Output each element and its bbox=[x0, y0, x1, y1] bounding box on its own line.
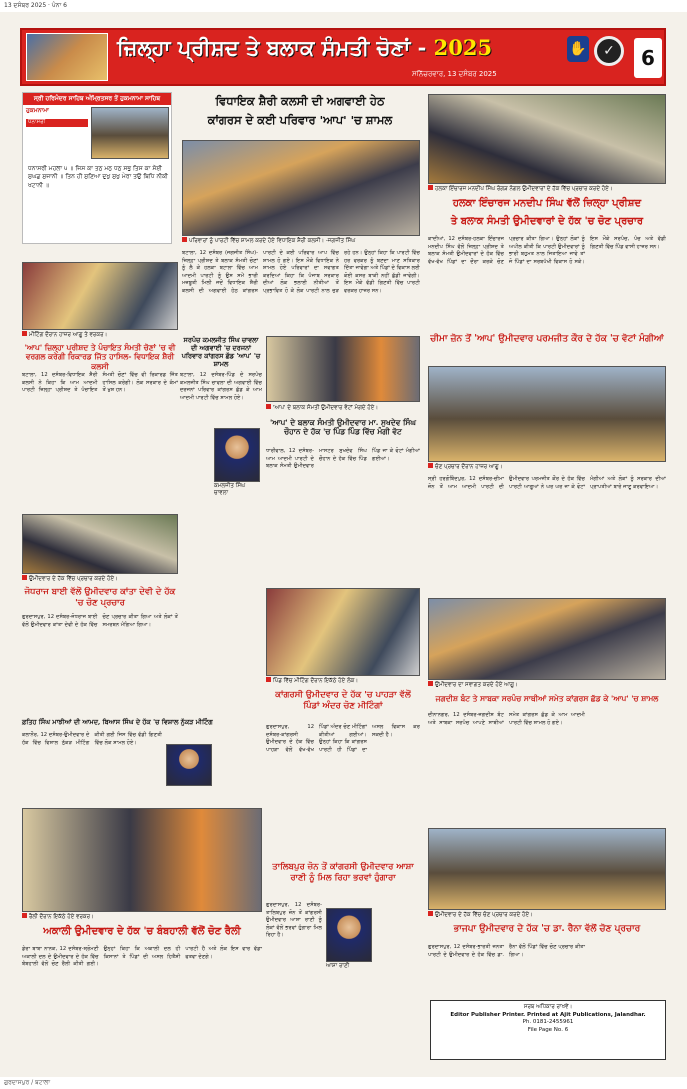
hukamnama-title: ਸ੍ਰੀ ਹਰਿਮੰਦਰ ਸਾਹਿਬ ਅੰਮ੍ਰਿਤਸਰ ਤੋਂ ਹੁਕਮਨਾਮਾ ਸਾਹਿਬ bbox=[23, 93, 171, 105]
a13-headline: ਭਾਜਪਾ ਉਮੀਦਵਾਰ ਦੇ ਹੱਕ 'ਚ ਡਾ. ਰੈਨਾ ਵੱਲੋਂ ਚੋਣ ਪ੍ਰਚਾਰ bbox=[453, 924, 641, 934]
a11-photo bbox=[22, 808, 262, 912]
a5-headline: 'ਆਪ' ਦੇ ਬਲਾਕ ਸੰਮਤੀ ਉਮੀਦਵਾਰ ਮਾ. ਸੁਖਦੇਵ ਸਿੰਘ ਚੌਹਾਨ ਦੇ ਹੱਕ 'ਚ ਪਿੰਡ ਪਿੰਡ ਵਿੱਚ ਮੰਗੀ ਵੋਟ bbox=[270, 418, 416, 437]
masthead bbox=[20, 28, 666, 86]
a6-headline: ਚੀਮਾ ਜ਼ੋਨ ਤੋਂ 'ਆਪ' ਉਮੀਦਵਾਰ ਪਰਮਜੀਤ ਕੌਰ ਦੇ ਹੱਕ 'ਚ ਵੋਟਾਂ ਮੰਗੀਆਂ bbox=[430, 334, 664, 344]
a11-headline: ਅਕਾਲੀ ਉਮੀਦਵਾਰ ਦੇ ਹੱਕ 'ਚ ਬੰਬਹਾਲੀ ਵੱਲੋਂ ਚੋਣ ਰੈਲੀ bbox=[43, 926, 241, 937]
hukamnama-sub: ਧਨਾਸਰੀ bbox=[26, 119, 88, 127]
bottom-strip: ਗੁਰਦਾਸਪੁਰ / ਬਟਾਲਾ bbox=[0, 1077, 687, 1089]
a10-headline: ਫ਼ਤਿਹ ਸਿੰਘ ਮਾਝੀਆਂ ਦੀ ਆਮਦ, ਬਿਆਸ ਸਿੰਘ ਦੇ ਹੱਕ 'ਚ ਵਿਸ਼ਾਲ ਨੁੱਕੜ ਮੀਟਿੰਗ bbox=[22, 718, 213, 726]
print-info-strip: 13 ਦਸੰਬਰ 2025 · ਪੰਨਾ 6 bbox=[0, 0, 687, 12]
a5-caption: 'ਆਪ' ਦੇ ਬਲਾਕ ਸੰਮਤੀ ਉਮੀਦਵਾਰ ਵੋਟਾਂ ਮੰਗਦੇ ਹੋਏ। bbox=[266, 404, 420, 414]
hukamnama-label: ਹੁਕਮਨਾਮਾ bbox=[26, 107, 49, 114]
ballot-icon: ✓ bbox=[594, 36, 624, 66]
a2-headline-2: ਤੇ ਬਲਾਕ ਸੰਮਤੀ ਉਮੀਦਵਾਰਾਂ ਦੇ ਹੱਕ 'ਚ ਚੋਣ ਪ੍ਰਚਾਰ bbox=[450, 216, 644, 227]
a9-caption: ਉਮੀਦਵਾਰ ਦਾ ਸਵਾਗਤ ਕਰਦੇ ਹੋਏ ਆਗੂ। bbox=[428, 681, 666, 691]
a1-photo bbox=[182, 140, 420, 236]
a11-caption: ਰੈਲੀ ਦੌਰਾਨ ਇਕੱਠੇ ਹੋਏ ਵਰਕਰ। bbox=[22, 913, 262, 923]
a12-portrait-caption: ਆਸ਼ਾ ਰਾਣੀ bbox=[326, 963, 372, 971]
imprint-file-page: File Page No. 6 bbox=[527, 1027, 569, 1034]
a8-caption: ਪਿੰਡ ਵਿੱਚ ਮੀਟਿੰਗ ਦੌਰਾਨ ਇਕੱਠੇ ਹੋਏ ਲੋਕ। bbox=[266, 677, 420, 687]
a3-body: ਬਟਾਲਾ, 12 ਦਸੰਬਰ-ਵਿਧਾਇਕ ਸ਼ੈਰੀ ਕਲਸੀ ਨੇ ਕਿਹਾ ਕਿ ਆਮ ਆਦਮੀ ਪਾਰਟੀ ਜ਼ਿਲ੍ਹਾ ਪ੍ਰੀਸ਼ਦ ਤੇ ਪੰਚਾਇਤ ਸੰਮਤੀ ਚੋਣਾਂ ਵਿੱਚ ਵੀ ਰਿਕਾਰਡ ਜਿੱਤ ਹਾਸਿਲ ਕਰੇਗੀ। ਲੋਕ ਸਰਕਾਰ ਦੇ ਕੰਮਾਂ ਤੋਂ ਖੁਸ਼ ਹਨ। bbox=[22, 372, 178, 394]
a13-body: ਗੁਰਦਾਸਪੁਰ, 12 ਦਸੰਬਰ-ਭਾਰਤੀ ਜਨਤਾ ਪਾਰਟੀ ਦੇ ਉਮੀਦਵਾਰ ਦੇ ਹੱਕ ਵਿੱਚ ਡਾ. ਰੈਨਾ ਵੱਲੋਂ ਪਿੰਡਾਂ ਵਿੱਚ ਚੋਣ ਪ੍ਰਚਾਰ ਕੀਤਾ ਗਿਆ। bbox=[428, 944, 585, 958]
a9-headline: ਜਗਦੀਸ਼ ਬੰਟ ਤੇ ਸਾਬਕਾ ਸਰਪੰਚ ਸਾਥੀਆਂ ਸਮੇਤ ਕਾਂਗਰਸ ਛੱਡ ਕੇ 'ਆਪ' 'ਚ ਸ਼ਾਮਲ bbox=[435, 694, 659, 703]
a3-photo bbox=[22, 262, 178, 330]
page-number: 6 bbox=[634, 38, 662, 78]
imprint-line-2: Editor Publisher Printer. Printed at Ajit Publications, Jalandhar. bbox=[450, 1011, 646, 1018]
a10-portrait bbox=[166, 744, 212, 786]
party-symbol-icon: ✋ bbox=[567, 36, 589, 62]
a6-photo bbox=[428, 366, 666, 462]
a6-body: ਸ੍ਰੀ ਹਰਗੋਬਿੰਦਪੁਰ, 12 ਦਸੰਬਰ-ਚੀਮਾ ਜ਼ੋਨ ਤੋਂ ਆਮ ਆਦਮੀ ਪਾਰਟੀ ਦੀ ਉਮੀਦਵਾਰ ਪਰਮਜੀਤ ਕੌਰ ਦੇ ਹੱਕ ਵਿੱਚ ਪਾਰਟੀ ਆਗੂਆਂ ਨੇ ਘਰ ਘਰ ਜਾ ਕੇ ਵੋਟਾਂ ਮੰਗੀਆਂ ਅਤੇ ਲੋਕਾਂ ਨੂੰ ਸਰਕਾਰ ਦੀਆਂ ਪ੍ਰਾਪਤੀਆਂ ਬਾਰੇ ਜਾਣੂ ਕਰਵਾਇਆ। bbox=[428, 476, 666, 490]
a7-body: ਗੁਰਦਾਸਪੁਰ, 12 ਦਸੰਬਰ-ਜੋਧਰਾਜ ਬਾਈ ਵੱਲੋਂ ਉਮੀਦਵਾਰ ਕਾਂਤਾ ਦੇਵੀ ਦੇ ਹੱਕ ਵਿੱਚ ਚੋਣ ਪ੍ਰਚਾਰ ਕੀਤਾ ਗਿਆ ਅਤੇ ਲੋਕਾਂ ਤੋਂ ਸਮਰਥਨ ਮੰਗਿਆ ਗਿਆ। bbox=[22, 614, 178, 628]
a12-portrait bbox=[326, 908, 372, 962]
a9-photo bbox=[428, 598, 666, 680]
a2-headline-1: ਹਲਕਾ ਇੰਚਾਰਜ ਮਨਦੀਪ ਸਿੰਘ ਵੱਲੋਂ ਜ਼ਿਲ੍ਹਾ ਪ੍ਰੀਸ਼ਦ bbox=[452, 198, 642, 209]
a9-body: ਦੀਨਾਨਗਰ, 12 ਦਸੰਬਰ-ਜਗਦੀਸ਼ ਬੰਟ ਅਤੇ ਸਾਬਕਾ ਸਰਪੰਚ ਆਪਣੇ ਸਾਥੀਆਂ ਸਮੇਤ ਕਾਂਗਰਸ ਛੱਡ ਕੇ ਆਮ ਆਦਮੀ ਪਾਰਟੀ ਵਿੱਚ ਸ਼ਾਮਲ ਹੋ ਗਏ। bbox=[428, 712, 585, 726]
a1-headline-2: ਕਾਂਗਰਸ ਦੇ ਕਈ ਪਰਿਵਾਰ 'ਆਪ' 'ਚ ਸ਼ਾਮਲ bbox=[207, 113, 393, 127]
a3-headline: 'ਆਪ' ਜ਼ਿਲ੍ਹਾ ਪ੍ਰੀਸ਼ਦ ਤੇ ਪੰਚਾਇਤ ਸੰਮਤੀ ਚੋਣਾਂ 'ਚ ਵੀ ਵਰਗਲ ਕਰੇਗੀ ਰਿਕਾਰਡ ਜਿੱਤ ਹਾਸਿਲ- ਵਿਧਾਇਕ ਸ਼ੈਰੀ ਕਲਸੀ bbox=[24, 343, 176, 371]
a5-photo bbox=[266, 336, 420, 402]
a1-headline-1: ਵਿਧਾਇਕ ਸ਼ੈਰੀ ਕਲਸੀ ਦੀ ਅਗਵਾਈ ਹੇਠ bbox=[215, 94, 385, 108]
a2-caption: ਹਲਕਾ ਇੰਚਾਰਜ ਮਨਦੀਪ ਸਿੰਘ ਰੰਗੜ ਨੰਗਲ ਉਮੀਦਵਾਰਾਂ ਦੇ ਹੱਕ ਵਿੱਚ ਪ੍ਰਚਾਰ ਕਰਦੇ ਹੋਏ। bbox=[428, 185, 666, 195]
a11-body: ਡੇਰਾ ਬਾਬਾ ਨਾਨਕ, 12 ਦਸੰਬਰ-ਸ਼੍ਰੋਮਣੀ ਅਕਾਲੀ ਦਲ ਦੇ ਉਮੀਦਵਾਰ ਦੇ ਹੱਕ ਵਿੱਚ ਬੰਬਹਾਲੀ ਵੱਲੋਂ ਚੋਣ ਰੈਲੀ ਕੀਤੀ ਗਈ। ਉਨ੍ਹਾਂ ਕਿਹਾ ਕਿ ਅਕਾਲੀ ਦਲ ਹੀ ਕਿਸਾਨਾਂ ਤੇ ਪਿੰਡਾਂ ਦੀ ਅਸਲ ਹਿਤੈਸ਼ੀ ਪਾਰਟੀ ਹੈ ਅਤੇ ਲੋਕ ਇਸ ਵਾਰ ਵੱਡਾ ਫਤਵਾ ਦੇਣਗੇ। bbox=[22, 946, 262, 968]
a2-photo bbox=[428, 94, 666, 184]
a10-body: ਕਲਾਨੌਰ, 12 ਦਸੰਬਰ-ਉਮੀਦਵਾਰ ਦੇ ਹੱਕ ਵਿੱਚ ਵਿਸ਼ਾਲ ਨੁੱਕੜ ਮੀਟਿੰਗ ਕੀਤੀ ਗਈ ਜਿਸ ਵਿੱਚ ਵੱਡੀ ਗਿਣਤੀ ਵਿੱਚ ਲੋਕ ਸ਼ਾਮਲ ਹੋਏ। bbox=[22, 732, 162, 746]
a12-body: ਗੁਰਦਾਸਪੁਰ, 12 ਦਸੰਬਰ-ਤਾਲਿਬਪੁਰ ਜ਼ੋਨ ਤੋਂ ਕਾਂਗਰਸੀ ਉਮੀਦਵਾਰ ਆਸ਼ਾ ਰਾਣੀ ਨੂੰ ਲੋਕਾਂ ਵੱਲੋਂ ਭਰਵਾਂ ਹੁੰਗਾਰਾ ਮਿਲ ਰਿਹਾ ਹੈ। bbox=[266, 902, 322, 939]
a7-photo bbox=[22, 514, 178, 574]
a6-caption: ਚੋਣ ਪ੍ਰਚਾਰ ਦੌਰਾਨ ਹਾਜ਼ਰ ਆਗੂ। bbox=[428, 463, 666, 473]
a4-body: ਬਟਾਲਾ, 12 ਦਸੰਬਰ-ਪਿੰਡ ਦੇ ਸਰਪੰਚ ਕਮਲਜੀਤ ਸਿੰਘ ਚਾਵਲਾ ਦੀ ਅਗਵਾਈ ਵਿੱਚ ਦਰਜਨਾਂ ਪਰਿਵਾਰ ਕਾਂਗਰਸ ਛੱਡ ਕੇ ਆਮ ਆਦਮੀ ਪਾਰਟੀ ਵਿੱਚ ਸ਼ਾਮਲ ਹੋਏ। bbox=[180, 372, 262, 401]
a1-body: ਬਟਾਲਾ, 12 ਦਸੰਬਰ (ਜਗਜੀਤ ਸਿੰਘ)-ਜ਼ਿਲ੍ਹਾ ਪ੍ਰੀਸ਼ਦ ਤੇ ਬਲਾਕ ਸੰਮਤੀ ਚੋਣਾਂ ਨੂੰ ਲੈ ਕੇ ਹਲਕਾ ਬਟਾਲਾ ਵਿੱਚ ਆਮ ਆਦਮੀ ਪਾਰਟੀ ਨੂੰ ਉਸ ਸਮੇਂ ਭਾਰੀ ਮਜ਼ਬੂਤੀ ਮਿਲੀ ਜਦੋਂ ਵਿਧਾਇਕ ਸ਼ੈਰੀ ਕਲਸੀ ਦੀ ਅਗਵਾਈ ਹੇਠ ਕਾਂਗਰਸ ਪਾਰਟੀ ਦੇ ਕਈ ਪਰਿਵਾਰ ਆਪ ਵਿੱਚ ਸ਼ਾਮਲ ਹੋ ਗਏ। ਇਸ ਮੌਕੇ ਵਿਧਾਇਕ ਨੇ ਸ਼ਾਮਲ ਹੋਏ ਪਰਿਵਾਰਾਂ ਦਾ ਸਵਾਗਤ ਕਰਦਿਆਂ ਕਿਹਾ ਕਿ ਪੰਜਾਬ ਸਰਕਾਰ ਦੀਆਂ ਲੋਕ ਭਲਾਈ ਨੀਤੀਆਂ ਤੋਂ ਪ੍ਰਭਾਵਿਤ ਹੋ ਕੇ ਲੋਕ ਪਾਰਟੀ ਨਾਲ ਜੁੜ ਰਹੇ ਹਨ। ਉਨ੍ਹਾਂ ਕਿਹਾ ਕਿ ਪਾਰਟੀ ਵਿੱਚ ਹਰ ਵਰਕਰ ਨੂੰ ਬਣਦਾ ਮਾਣ ਸਤਿਕਾਰ ਦਿੱਤਾ ਜਾਵੇਗਾ ਅਤੇ ਪਿੰਡਾਂ ਦੇ ਵਿਕਾਸ ਲਈ ਕੋਈ ਕਸਰ ਬਾਕੀ ਨਹੀਂ ਛੱਡੀ ਜਾਵੇਗੀ। ਇਸ ਮੌਕੇ ਵੱਡੀ ਗਿਣਤੀ ਵਿੱਚ ਪਾਰਟੀ ਵਰਕਰ ਹਾਜ਼ਰ ਸਨ। bbox=[182, 250, 420, 294]
masthead-photo bbox=[26, 33, 108, 81]
golden-temple-photo bbox=[91, 107, 169, 159]
imprint-phone: Ph. 0181-2455961 bbox=[522, 1019, 574, 1026]
a5-body: ਧਾਰੀਵਾਲ, 12 ਦਸੰਬਰ-ਆਮ ਆਦਮੀ ਪਾਰਟੀ ਦੇ ਬਲਾਕ ਸੰਮਤੀ ਉਮੀਦਵਾਰ ਮਾਸਟਰ ਸੁਖਦੇਵ ਸਿੰਘ ਚੌਹਾਨ ਦੇ ਹੱਕ ਵਿੱਚ ਪਿੰਡ ਪਿੰਡ ਜਾ ਕੇ ਵੋਟਾਂ ਮੰਗੀਆਂ ਗਈਆਂ। bbox=[266, 448, 420, 470]
a7-caption: ਉਮੀਦਵਾਰ ਦੇ ਹੱਕ ਵਿੱਚ ਪ੍ਰਚਾਰ ਕਰਦੇ ਹੋਏ। bbox=[22, 575, 178, 585]
date-line: ਸਨਿੱਚਰਵਾਰ, 13 ਦਸੰਬਰ 2025 bbox=[412, 70, 497, 78]
a7-headline: ਜੋਧਰਾਜ ਬਾਈ ਵੱਲੋਂ ਉਮੀਦਵਾਰ ਕਾਂਤਾ ਦੇਵੀ ਦੇ ਹੱਕ 'ਚ ਚੋਣ ਪ੍ਰਚਾਰ bbox=[24, 587, 176, 608]
a13-caption: ਉਮੀਦਵਾਰ ਦੇ ਹੱਕ ਵਿੱਚ ਚੋਣ ਪ੍ਰਚਾਰ ਕਰਦੇ ਹੋਏ। bbox=[428, 911, 666, 921]
a4-portrait-caption: ਕਮਲਜੀਤ ਸਿੰਘ ਚਾਵਲਾ bbox=[214, 483, 260, 491]
a13-photo bbox=[428, 828, 666, 910]
a8-photo bbox=[266, 588, 420, 676]
imprint-line-1: ਸਰਬ ਅਧਿਕਾਰ ਰਾਖਵੇਂ। bbox=[523, 1004, 573, 1010]
imprint-box bbox=[430, 1000, 666, 1060]
a8-body: ਗੁਰਦਾਸਪੁਰ, 12 ਦਸੰਬਰ-ਕਾਂਗਰਸੀ ਉਮੀਦਵਾਰ ਦੇ ਹੱਕ ਵਿੱਚ ਪਾਹੜਾ ਵੱਲੋਂ ਵੱਖ-ਵੱਖ ਪਿੰਡਾਂ ਅੰਦਰ ਚੋਣ ਮੀਟਿੰਗਾਂ ਕੀਤੀਆਂ ਗਈਆਂ। ਉਨ੍ਹਾਂ ਕਿਹਾ ਕਿ ਕਾਂਗਰਸ ਪਾਰਟੀ ਹੀ ਪਿੰਡਾਂ ਦਾ ਅਸਲ ਵਿਕਾਸ ਕਰ ਸਕਦੀ ਹੈ। bbox=[266, 724, 420, 753]
a12-headline: ਤਾਲਿਬਪੁਰ ਜ਼ੋਨ ਤੋਂ ਕਾਂਗਰਸੀ ਉਮੀਦਵਾਰ ਆਸ਼ਾ ਰਾਣੀ ਨੂੰ ਮਿਲ ਰਿਹਾ ਭਰਵਾਂ ਹੁੰਗਾਰਾ bbox=[272, 862, 414, 883]
hukamnama-text: ਧਨਾਸਰੀ ਮਹਲਾ ੫ ॥ ਜਿਸ ਕਾ ਤਨੁ ਮਨੁ ਧਨੁ ਸਭੁ ਤਿਸ ਕਾ ਸੋਈ ਸੁਘੜੁ ਸੁਜਾਨੀ ॥ ਤਿਨ ਹੀ ਸੁਣਿਆ ਦੁਖੁ ਸੁਖੁ ਮੇਰਾ ਤਉ ਬਿਧਿ ਨੀਕੀ ਖਟਾਨੀ ॥ bbox=[26, 163, 170, 241]
a8-headline: ਕਾਂਗਰਸੀ ਉਮੀਦਵਾਰ ਦੇ ਹੱਕ 'ਚ ਪਾਹੜਾ ਵੱਲੋਂ ਪਿੰਡਾਂ ਅੰਦਰ ਚੋਣ ਮੀਟਿੰਗਾਂ bbox=[275, 690, 411, 711]
page-title: ਜ਼ਿਲ੍ਹਾ ਪ੍ਰੀਸ਼ਦ ਤੇ ਬਲਾਕ ਸੰਮਤੀ ਚੋਣਾਂ - 2025 bbox=[117, 35, 493, 60]
a1-caption: ਪਰਿਵਾਰਾਂ ਨੂੰ ਪਾਰਟੀ ਵਿੱਚ ਸ਼ਾਮਲ ਕਰਦੇ ਹੋਏ ਵਿਧਾਇਕ ਸ਼ੈਰੀ ਕਲਸੀ। -ਜਗਜੀਤ ਸਿੰਘ bbox=[182, 237, 420, 247]
a4-headline: ਸਰਪੰਚ ਕਮਲਜੀਤ ਸਿੰਘ ਚਾਵਲਾ ਦੀ ਅਗਵਾਈ 'ਚ ਦਰਜਨਾਂ ਪਰਿਵਾਰ ਕਾਂਗਰਸ ਛੱਡ 'ਆਪ' 'ਚ ਸ਼ਾਮਲ bbox=[181, 336, 261, 369]
hukamnama-box bbox=[22, 92, 172, 244]
a2-body: ਕਾਦੀਆਂ, 12 ਦਸੰਬਰ-ਹਲਕਾ ਇੰਚਾਰਜ ਮਨਦੀਪ ਸਿੰਘ ਵੱਲੋਂ ਜ਼ਿਲ੍ਹਾ ਪ੍ਰੀਸ਼ਦ ਤੇ ਬਲਾਕ ਸੰਮਤੀ ਉਮੀਦਵਾਰਾਂ ਦੇ ਹੱਕ ਵਿੱਚ ਵੱਖ-ਵੱਖ ਪਿੰਡਾਂ ਦਾ ਦੌਰਾ ਕਰਕੇ ਚੋਣ ਪ੍ਰਚਾਰ ਕੀਤਾ ਗਿਆ। ਉਨ੍ਹਾਂ ਲੋਕਾਂ ਨੂੰ ਅਪੀਲ ਕੀਤੀ ਕਿ ਪਾਰਟੀ ਉਮੀਦਵਾਰਾਂ ਨੂੰ ਭਾਰੀ ਬਹੁਮਤ ਨਾਲ ਜਿਤਾਇਆ ਜਾਵੇ ਤਾਂ ਜੋ ਪਿੰਡਾਂ ਦਾ ਸਰਬਪੱਖੀ ਵਿਕਾਸ ਹੋ ਸਕੇ। ਇਸ ਮੌਕੇ ਸਰਪੰਚ, ਪੰਚ ਅਤੇ ਵੱਡੀ ਗਿਣਤੀ ਵਿੱਚ ਪਿੰਡ ਵਾਸੀ ਹਾਜ਼ਰ ਸਨ। bbox=[428, 236, 666, 265]
a3-caption: ਮੀਟਿੰਗ ਦੌਰਾਨ ਹਾਜ਼ਰ ਆਗੂ ਤੇ ਵਰਕਰ। bbox=[22, 331, 178, 341]
